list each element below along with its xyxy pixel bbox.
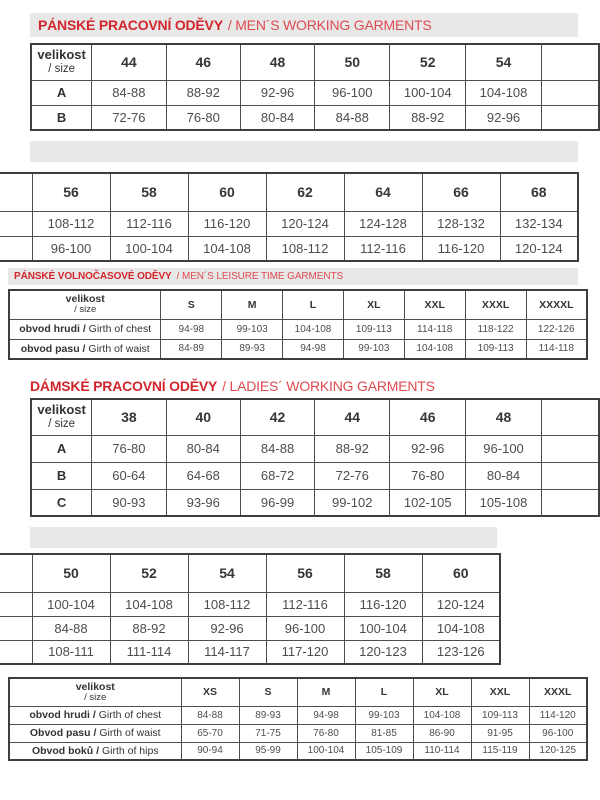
value-cell: 91-95 bbox=[471, 724, 529, 742]
value-cell: 104-108 bbox=[404, 339, 465, 359]
heading-ladies-working-garments bbox=[30, 374, 578, 398]
value-cell: 95-99 bbox=[239, 742, 297, 760]
table-row bbox=[0, 236, 578, 261]
value-cell: 89-93 bbox=[239, 706, 297, 724]
column-header: M bbox=[297, 678, 355, 706]
value-cell: 104-108 bbox=[110, 592, 188, 616]
size-label-bold: velikost bbox=[37, 47, 86, 63]
value-cell: 84-88 bbox=[32, 616, 110, 640]
row-label-cell bbox=[31, 435, 92, 462]
value-cell: 94-98 bbox=[283, 339, 344, 359]
value-cell: 132-134 bbox=[500, 211, 578, 236]
size-table-mens-working-sizes-56-68 bbox=[0, 172, 579, 262]
value-cell: 105-109 bbox=[355, 742, 413, 760]
value-cell: 120-123 bbox=[344, 640, 422, 664]
column-header: XL bbox=[343, 290, 404, 319]
column-header: XXXL bbox=[529, 678, 587, 706]
column-header: 40 bbox=[166, 399, 240, 435]
row-label-bold: B bbox=[56, 109, 67, 125]
value-cell: 84-88 bbox=[240, 435, 314, 462]
size-table-mens-working-sizes-44-54 bbox=[30, 43, 600, 131]
table-mens-working-sizes-56-68 bbox=[0, 172, 581, 268]
row-label-bold: obvod hrudi / bbox=[29, 709, 96, 721]
cut-column-cell bbox=[541, 489, 599, 516]
value-cell: 92-96 bbox=[390, 435, 466, 462]
header-row bbox=[31, 44, 599, 80]
value-cell: 114-118 bbox=[404, 319, 465, 339]
size-label-cell bbox=[9, 678, 181, 706]
cut-column-cell bbox=[541, 44, 599, 80]
column-header: 60 bbox=[422, 554, 500, 592]
value-cell: 72-76 bbox=[315, 462, 390, 489]
separator-band bbox=[30, 141, 578, 162]
value-cell: 104-108 bbox=[188, 236, 266, 261]
value-cell: 100-104 bbox=[297, 742, 355, 760]
value-cell: 90-93 bbox=[92, 489, 166, 516]
value-cell: 99-103 bbox=[222, 319, 283, 339]
value-cell: 99-103 bbox=[343, 339, 404, 359]
value-cell: 94-98 bbox=[161, 319, 222, 339]
table-row bbox=[0, 592, 500, 616]
value-cell: 105-108 bbox=[466, 489, 542, 516]
value-cell: 123-126 bbox=[422, 640, 500, 664]
value-cell: 128-132 bbox=[422, 211, 500, 236]
table-row bbox=[31, 435, 599, 462]
column-header: 60 bbox=[188, 173, 266, 211]
column-header: 42 bbox=[240, 399, 314, 435]
table-row bbox=[9, 724, 587, 742]
row-label-bold: A bbox=[56, 85, 67, 100]
table-row bbox=[31, 105, 599, 130]
value-cell: 109-113 bbox=[465, 339, 526, 359]
value-cell: 111-114 bbox=[110, 640, 188, 664]
cut-column-cell bbox=[0, 236, 32, 261]
row-label-cell bbox=[9, 319, 161, 339]
row-label-regular: Girth of chest bbox=[95, 709, 162, 721]
header-row bbox=[31, 399, 599, 435]
size-label-cell bbox=[9, 290, 161, 319]
column-header: XXL bbox=[404, 290, 465, 319]
value-cell: 100-104 bbox=[32, 592, 110, 616]
heading-text-czech: PÁNSKÉ PRACOVNÍ ODĚVY bbox=[38, 17, 223, 33]
value-cell: 124-128 bbox=[344, 211, 422, 236]
heading-text-english: / MEN´S WORKING GARMENTS bbox=[227, 17, 432, 33]
row-label-cell bbox=[31, 105, 92, 130]
row-label-regular: Girth of waist bbox=[96, 727, 161, 739]
column-header: 46 bbox=[390, 399, 466, 435]
value-cell: 88-92 bbox=[315, 435, 390, 462]
column-header: 52 bbox=[110, 554, 188, 592]
value-cell: 114-117 bbox=[188, 640, 266, 664]
value-cell: 109-113 bbox=[471, 706, 529, 724]
column-header: XXXL bbox=[465, 290, 526, 319]
size-table-mens-leisure-sizes bbox=[8, 289, 588, 360]
column-header: XXXXL bbox=[526, 290, 587, 319]
column-header: 48 bbox=[240, 44, 314, 80]
value-cell: 94-98 bbox=[297, 706, 355, 724]
column-header: L bbox=[355, 678, 413, 706]
table-row bbox=[31, 80, 599, 105]
row-label-bold: B bbox=[56, 468, 67, 483]
value-cell: 112-116 bbox=[266, 592, 344, 616]
table-row bbox=[0, 211, 578, 236]
row-label-regular: Girth of hips bbox=[99, 744, 159, 757]
table-mens-working-sizes-44-54 bbox=[30, 43, 600, 138]
row-label-bold: A bbox=[56, 441, 67, 456]
value-cell: 76-80 bbox=[166, 105, 240, 130]
value-cell: 76-80 bbox=[92, 435, 166, 462]
size-table-ladies-working-sizes-50-60 bbox=[0, 553, 501, 665]
row-label-cell bbox=[9, 724, 181, 742]
header-row bbox=[9, 678, 587, 706]
value-cell: 92-96 bbox=[240, 80, 314, 105]
row-label-cell bbox=[31, 489, 92, 516]
value-cell: 120-124 bbox=[266, 211, 344, 236]
value-cell: 96-100 bbox=[32, 236, 110, 261]
cut-column-cell bbox=[541, 80, 599, 105]
heading-mens-working-garments bbox=[30, 13, 578, 37]
value-cell: 76-80 bbox=[297, 724, 355, 742]
cut-column-cell bbox=[0, 592, 32, 616]
value-cell: 96-100 bbox=[315, 80, 390, 105]
size-table-ladies-working-sizes-38-48 bbox=[30, 398, 600, 517]
column-header: S bbox=[161, 290, 222, 319]
value-cell: 120-124 bbox=[500, 236, 578, 261]
value-cell: 114-118 bbox=[526, 339, 587, 359]
table-ladies-working-sizes-38-48 bbox=[30, 398, 600, 524]
row-label-cell bbox=[9, 339, 161, 359]
size-label-cell bbox=[31, 399, 92, 435]
value-cell: 99-103 bbox=[355, 706, 413, 724]
value-cell: 122-126 bbox=[526, 319, 587, 339]
column-header: 44 bbox=[315, 399, 390, 435]
heading-mens-leisure-garments bbox=[8, 268, 578, 285]
row-label-cell bbox=[9, 742, 181, 760]
column-header: 58 bbox=[110, 173, 188, 211]
cut-column-cell bbox=[541, 435, 599, 462]
value-cell: 60-64 bbox=[92, 462, 166, 489]
value-cell: 112-116 bbox=[110, 211, 188, 236]
value-cell: 104-108 bbox=[283, 319, 344, 339]
value-cell: 110-114 bbox=[413, 742, 471, 760]
cut-column-cell bbox=[541, 399, 599, 435]
column-header: 44 bbox=[92, 44, 166, 80]
value-cell: 88-92 bbox=[110, 616, 188, 640]
column-header: 38 bbox=[92, 399, 166, 435]
heading-text-english: / LADIES´ WORKING GARMENTS bbox=[222, 378, 435, 394]
value-cell: 84-88 bbox=[92, 80, 166, 105]
value-cell: 112-116 bbox=[344, 236, 422, 261]
value-cell: 104-108 bbox=[422, 616, 500, 640]
value-cell: 92-96 bbox=[188, 616, 266, 640]
separator-band bbox=[30, 527, 497, 548]
column-header: 62 bbox=[266, 173, 344, 211]
column-header: XS bbox=[181, 678, 239, 706]
size-label-bold: velikost bbox=[65, 293, 105, 306]
value-cell: 117-120 bbox=[266, 640, 344, 664]
header-row bbox=[0, 554, 500, 592]
value-cell: 86-90 bbox=[413, 724, 471, 742]
header-row bbox=[9, 290, 587, 319]
value-cell: 84-88 bbox=[315, 105, 390, 130]
heading-text-czech: DÁMSKÉ PRACOVNÍ ODĚVY bbox=[30, 378, 218, 394]
value-cell: 93-96 bbox=[166, 489, 240, 516]
value-cell: 84-88 bbox=[181, 706, 239, 724]
size-label-cell bbox=[31, 44, 92, 80]
size-table-ladies-girth-sizes-xs-xxxl bbox=[8, 677, 588, 761]
table-row bbox=[31, 462, 599, 489]
column-header: M bbox=[222, 290, 283, 319]
value-cell: 80-84 bbox=[240, 105, 314, 130]
table-ladies-girth-sizes bbox=[8, 677, 588, 765]
value-cell: 116-120 bbox=[188, 211, 266, 236]
heading-text-english: / MEN´S LEISURE TIME GARMENTS bbox=[176, 271, 344, 282]
size-label-sub: / size bbox=[48, 418, 76, 431]
value-cell: 90-94 bbox=[181, 742, 239, 760]
value-cell: 104-108 bbox=[466, 80, 542, 105]
row-label-regular: Girth of waist bbox=[85, 342, 150, 355]
value-cell: 118-122 bbox=[465, 319, 526, 339]
column-header: 56 bbox=[266, 554, 344, 592]
value-cell: 120-125 bbox=[529, 742, 587, 760]
value-cell: 115-119 bbox=[471, 742, 529, 760]
value-cell: 65-70 bbox=[181, 724, 239, 742]
cut-column-cell bbox=[0, 211, 32, 236]
cut-column-cell bbox=[541, 105, 599, 130]
table-row bbox=[9, 706, 587, 724]
column-header: 68 bbox=[500, 173, 578, 211]
value-cell: 108-112 bbox=[266, 236, 344, 261]
table-row bbox=[9, 742, 587, 760]
size-label-sub: / size bbox=[48, 63, 76, 76]
value-cell: 99-102 bbox=[315, 489, 390, 516]
value-cell: 81-85 bbox=[355, 724, 413, 742]
value-cell: 92-96 bbox=[466, 105, 542, 130]
column-header: 46 bbox=[166, 44, 240, 80]
value-cell: 76-80 bbox=[390, 462, 466, 489]
column-header: 64 bbox=[344, 173, 422, 211]
value-cell: 88-92 bbox=[166, 80, 240, 105]
column-header: 50 bbox=[32, 554, 110, 592]
size-label-sub: / size bbox=[74, 304, 97, 316]
table-row bbox=[31, 489, 599, 516]
cut-column-cell bbox=[0, 173, 32, 211]
value-cell: 84-89 bbox=[161, 339, 222, 359]
value-cell: 100-104 bbox=[344, 616, 422, 640]
column-header: L bbox=[283, 290, 344, 319]
value-cell: 71-75 bbox=[239, 724, 297, 742]
value-cell: 68-72 bbox=[240, 462, 314, 489]
value-cell: 100-104 bbox=[110, 236, 188, 261]
row-label-cell bbox=[9, 706, 181, 724]
size-label-bold: velikost bbox=[75, 680, 115, 693]
cut-column-cell bbox=[0, 554, 32, 592]
header-row bbox=[0, 173, 578, 211]
value-cell: 116-120 bbox=[422, 236, 500, 261]
value-cell: 114-120 bbox=[529, 706, 587, 724]
cut-column-cell bbox=[0, 616, 32, 640]
row-label-regular: Girth of chest bbox=[85, 323, 152, 335]
row-label-bold: obvod hrudi / bbox=[19, 323, 86, 335]
column-header: 48 bbox=[466, 399, 542, 435]
value-cell: 120-124 bbox=[422, 592, 500, 616]
value-cell: 80-84 bbox=[466, 462, 542, 489]
row-label-cell bbox=[31, 462, 92, 489]
value-cell: 96-100 bbox=[266, 616, 344, 640]
value-cell: 64-68 bbox=[166, 462, 240, 489]
value-cell: 89-93 bbox=[222, 339, 283, 359]
table-row bbox=[0, 616, 500, 640]
value-cell: 96-100 bbox=[466, 435, 542, 462]
column-header: 54 bbox=[188, 554, 266, 592]
heading-text-czech: PÁNSKÉ VOLNOČASOVÉ ODĚVY bbox=[14, 271, 172, 282]
value-cell: 109-113 bbox=[343, 319, 404, 339]
value-cell: 108-112 bbox=[188, 592, 266, 616]
table-mens-leisure-sizes bbox=[8, 289, 588, 367]
row-label-cell bbox=[31, 80, 92, 105]
size-label-sub: / size bbox=[84, 691, 107, 703]
table-ladies-working-sizes-50-60 bbox=[0, 553, 502, 671]
value-cell: 102-105 bbox=[390, 489, 466, 516]
value-cell: 100-104 bbox=[390, 80, 466, 105]
value-cell: 96-99 bbox=[240, 489, 314, 516]
row-label-bold: Obvod pasu / bbox=[29, 727, 97, 739]
column-header: XXL bbox=[471, 678, 529, 706]
row-label-bold: obvod pasu / bbox=[20, 342, 86, 355]
column-header: 50 bbox=[315, 44, 390, 80]
column-header: S bbox=[239, 678, 297, 706]
value-cell: 108-111 bbox=[32, 640, 110, 664]
value-cell: 108-112 bbox=[32, 211, 110, 236]
column-header: 56 bbox=[32, 173, 110, 211]
column-header: 52 bbox=[390, 44, 466, 80]
column-header: 66 bbox=[422, 173, 500, 211]
table-row bbox=[9, 339, 587, 359]
column-header: 54 bbox=[466, 44, 542, 80]
row-label-bold: Obvod boků / bbox=[31, 744, 100, 757]
value-cell: 96-100 bbox=[529, 724, 587, 742]
row-label-bold: C bbox=[56, 494, 67, 510]
column-header: 58 bbox=[344, 554, 422, 592]
value-cell: 88-92 bbox=[390, 105, 466, 130]
table-row bbox=[9, 319, 587, 339]
value-cell: 104-108 bbox=[413, 706, 471, 724]
value-cell: 72-76 bbox=[92, 105, 166, 130]
cut-column-cell bbox=[0, 640, 32, 664]
table-row bbox=[0, 640, 500, 664]
column-header: XL bbox=[413, 678, 471, 706]
cut-column-cell bbox=[541, 462, 599, 489]
size-label-bold: velikost bbox=[37, 402, 86, 418]
value-cell: 80-84 bbox=[166, 435, 240, 462]
value-cell: 116-120 bbox=[344, 592, 422, 616]
